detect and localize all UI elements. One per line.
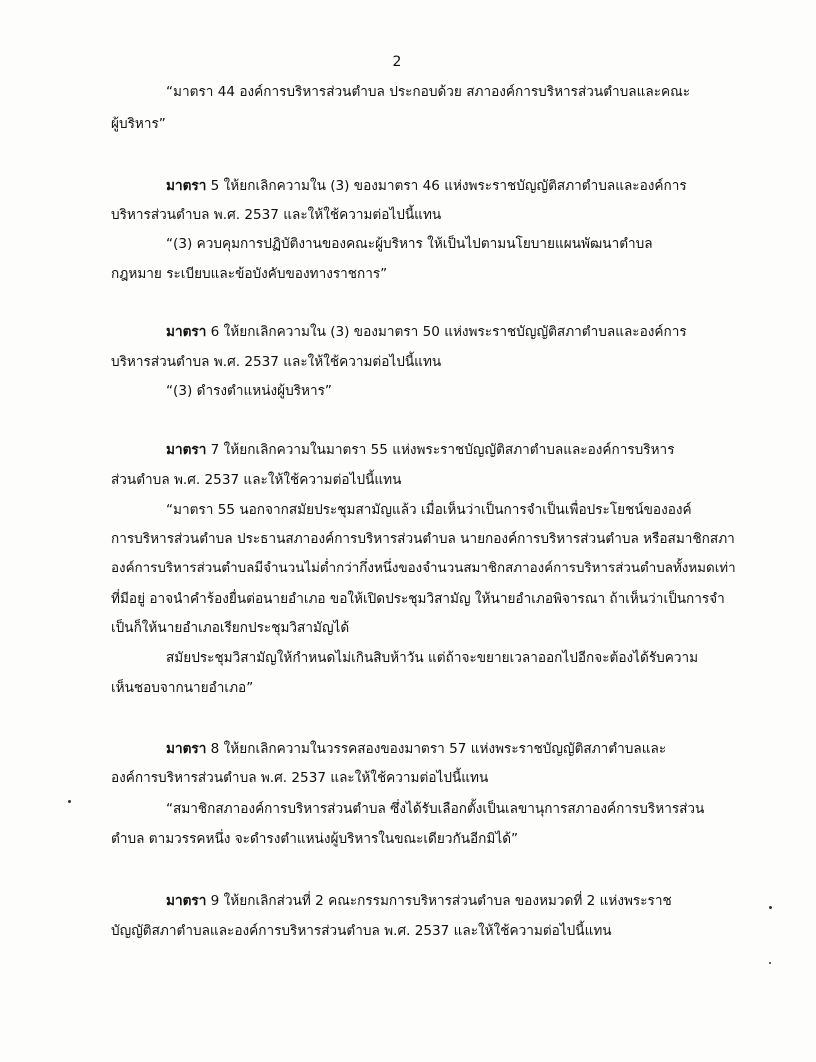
sec44-line-1: “มาตรา 44 องค์การบริหารส่วนตำบล ประกอบด้วย สภาองค์การบริหารส่วนตำบลและคณะ bbox=[166, 84, 691, 100]
section-6-heading bbox=[166, 322, 687, 342]
section-5-line-3: “(3) ควบคุมการปฏิบัติงานของคณะผู้บริหาร ให้เป็นไปตามนโยบายแผนพัฒนาตำบล bbox=[166, 236, 653, 252]
section-8-keyword: มาตรา bbox=[166, 741, 207, 757]
section-7-line-9: เห็นชอบจากนายอำเภอ” bbox=[111, 680, 254, 696]
section-7-line-3: “มาตรา 55 นอกจากสมัยประชุมสามัญแล้ว เมื่อเห็นว่าเป็นการจำเป็นเพื่อประโยชน์ขององค์ bbox=[166, 502, 692, 518]
section-7-line-4: การบริหารส่วนตำบล ประธานสภาองค์การบริหารส่วนตำบล นายกองค์การบริหารส่วนตำบล หรือสมาชิกสภา bbox=[111, 531, 735, 547]
scan-speck bbox=[68, 800, 71, 803]
page-number: 2 bbox=[392, 54, 402, 70]
section-6-line-3: “(3) ดำรงตำแหน่งผู้บริหาร” bbox=[166, 383, 332, 399]
section-5-line-4: กฎหมาย ระเบียบและข้อบังคับของทางราชการ” bbox=[111, 266, 388, 282]
section-8-heading bbox=[166, 739, 666, 759]
section-8-line-4: ตำบล ตามวรรคหนึ่ง จะดำรงตำแหน่งผู้บริหารในขณะเดียวกันอีกมิได้” bbox=[111, 831, 519, 847]
scan-speck bbox=[769, 906, 772, 909]
section-7-line-2: ส่วนตำบล พ.ศ. 2537 และให้ใช้ความต่อไปนี้แทน bbox=[111, 472, 402, 488]
section-5-line-1: 5 ให้ยกเลิกความใน (3) ของมาตรา 46 แห่งพระราชบัญญัติสภาตำบลและองค์การ bbox=[206, 178, 687, 194]
section-9-line-1: 9 ให้ยกเลิกส่วนที่ 2 คณะกรรมการบริหารส่วนตำบล ของหมวดที่ 2 แห่งพระราช bbox=[206, 893, 672, 909]
section-7-line-6: ที่มีอยู่ อาจนำคำร้องยื่นต่อนายอำเภอ ขอให้เปิดประชุมวิสามัญ ให้นายอำเภอพิจารณา ถ้าเห็นว่าเป็นการจำ bbox=[111, 591, 725, 607]
section-6-line-2: บริหารส่วนตำบล พ.ศ. 2537 และให้ใช้ความต่อไปนี้แทน bbox=[111, 354, 442, 370]
section-7-heading bbox=[166, 440, 675, 460]
section-7-line-7: เป็นก็ให้นายอำเภอเรียกประชุมวิสามัญได้ bbox=[111, 620, 350, 636]
section-6-keyword: มาตรา bbox=[166, 324, 207, 340]
section-5-heading bbox=[166, 176, 687, 196]
section-9-heading bbox=[166, 891, 672, 911]
section-8-line-3: “สมาชิกสภาองค์การบริหารส่วนตำบล ซึ่งได้รับเลือกตั้งเป็นเลขานุการสภาองค์การบริหารส่วน bbox=[166, 801, 705, 817]
section-9-keyword: มาตรา bbox=[166, 893, 207, 909]
section-6-line-1: 6 ให้ยกเลิกความใน (3) ของมาตรา 50 แห่งพระราชบัญญัติสภาตำบลและองค์การ bbox=[206, 324, 687, 340]
section-7-line-8: สมัยประชุมวิสามัญให้กำหนดไม่เกินสิบห้าวัน แต่ถ้าจะขยายเวลาออกไปอีกจะต้องได้รับความ bbox=[166, 650, 699, 666]
section-7-line-1: 7 ให้ยกเลิกความในมาตรา 55 แห่งพระราชบัญญัติสภาตำบลและองค์การบริหาร bbox=[206, 442, 675, 458]
section-5-line-2: บริหารส่วนตำบล พ.ศ. 2537 และให้ใช้ความต่อไปนี้แทน bbox=[111, 207, 442, 223]
scan-speck bbox=[769, 962, 771, 964]
section-5-keyword: มาตรา bbox=[166, 178, 207, 194]
section-9-line-2: บัญญัติสภาตำบลและองค์การบริหารส่วนตำบล พ.ศ. 2537 และให้ใช้ความต่อไปนี้แทน bbox=[111, 923, 612, 939]
section-7-keyword: มาตรา bbox=[166, 442, 207, 458]
section-8-line-2: องค์การบริหารส่วนตำบล พ.ศ. 2537 และให้ใช้ความต่อไปนี้แทน bbox=[111, 770, 489, 786]
section-7-line-5: องค์การบริหารส่วนตำบลมีจำนวนไม่ต่ำกว่ากึ่งหนึ่งของจำนวนสมาชิกสภาองค์การบริหารส่วนตำบลทั้งหมดเท่า bbox=[111, 561, 736, 576]
sec44-line-2: ผู้บริหาร” bbox=[111, 116, 166, 132]
section-8-line-1: 8 ให้ยกเลิกความในวรรคสองของมาตรา 57 แห่งพระราชบัญญัติสภาตำบลและ bbox=[206, 741, 667, 757]
